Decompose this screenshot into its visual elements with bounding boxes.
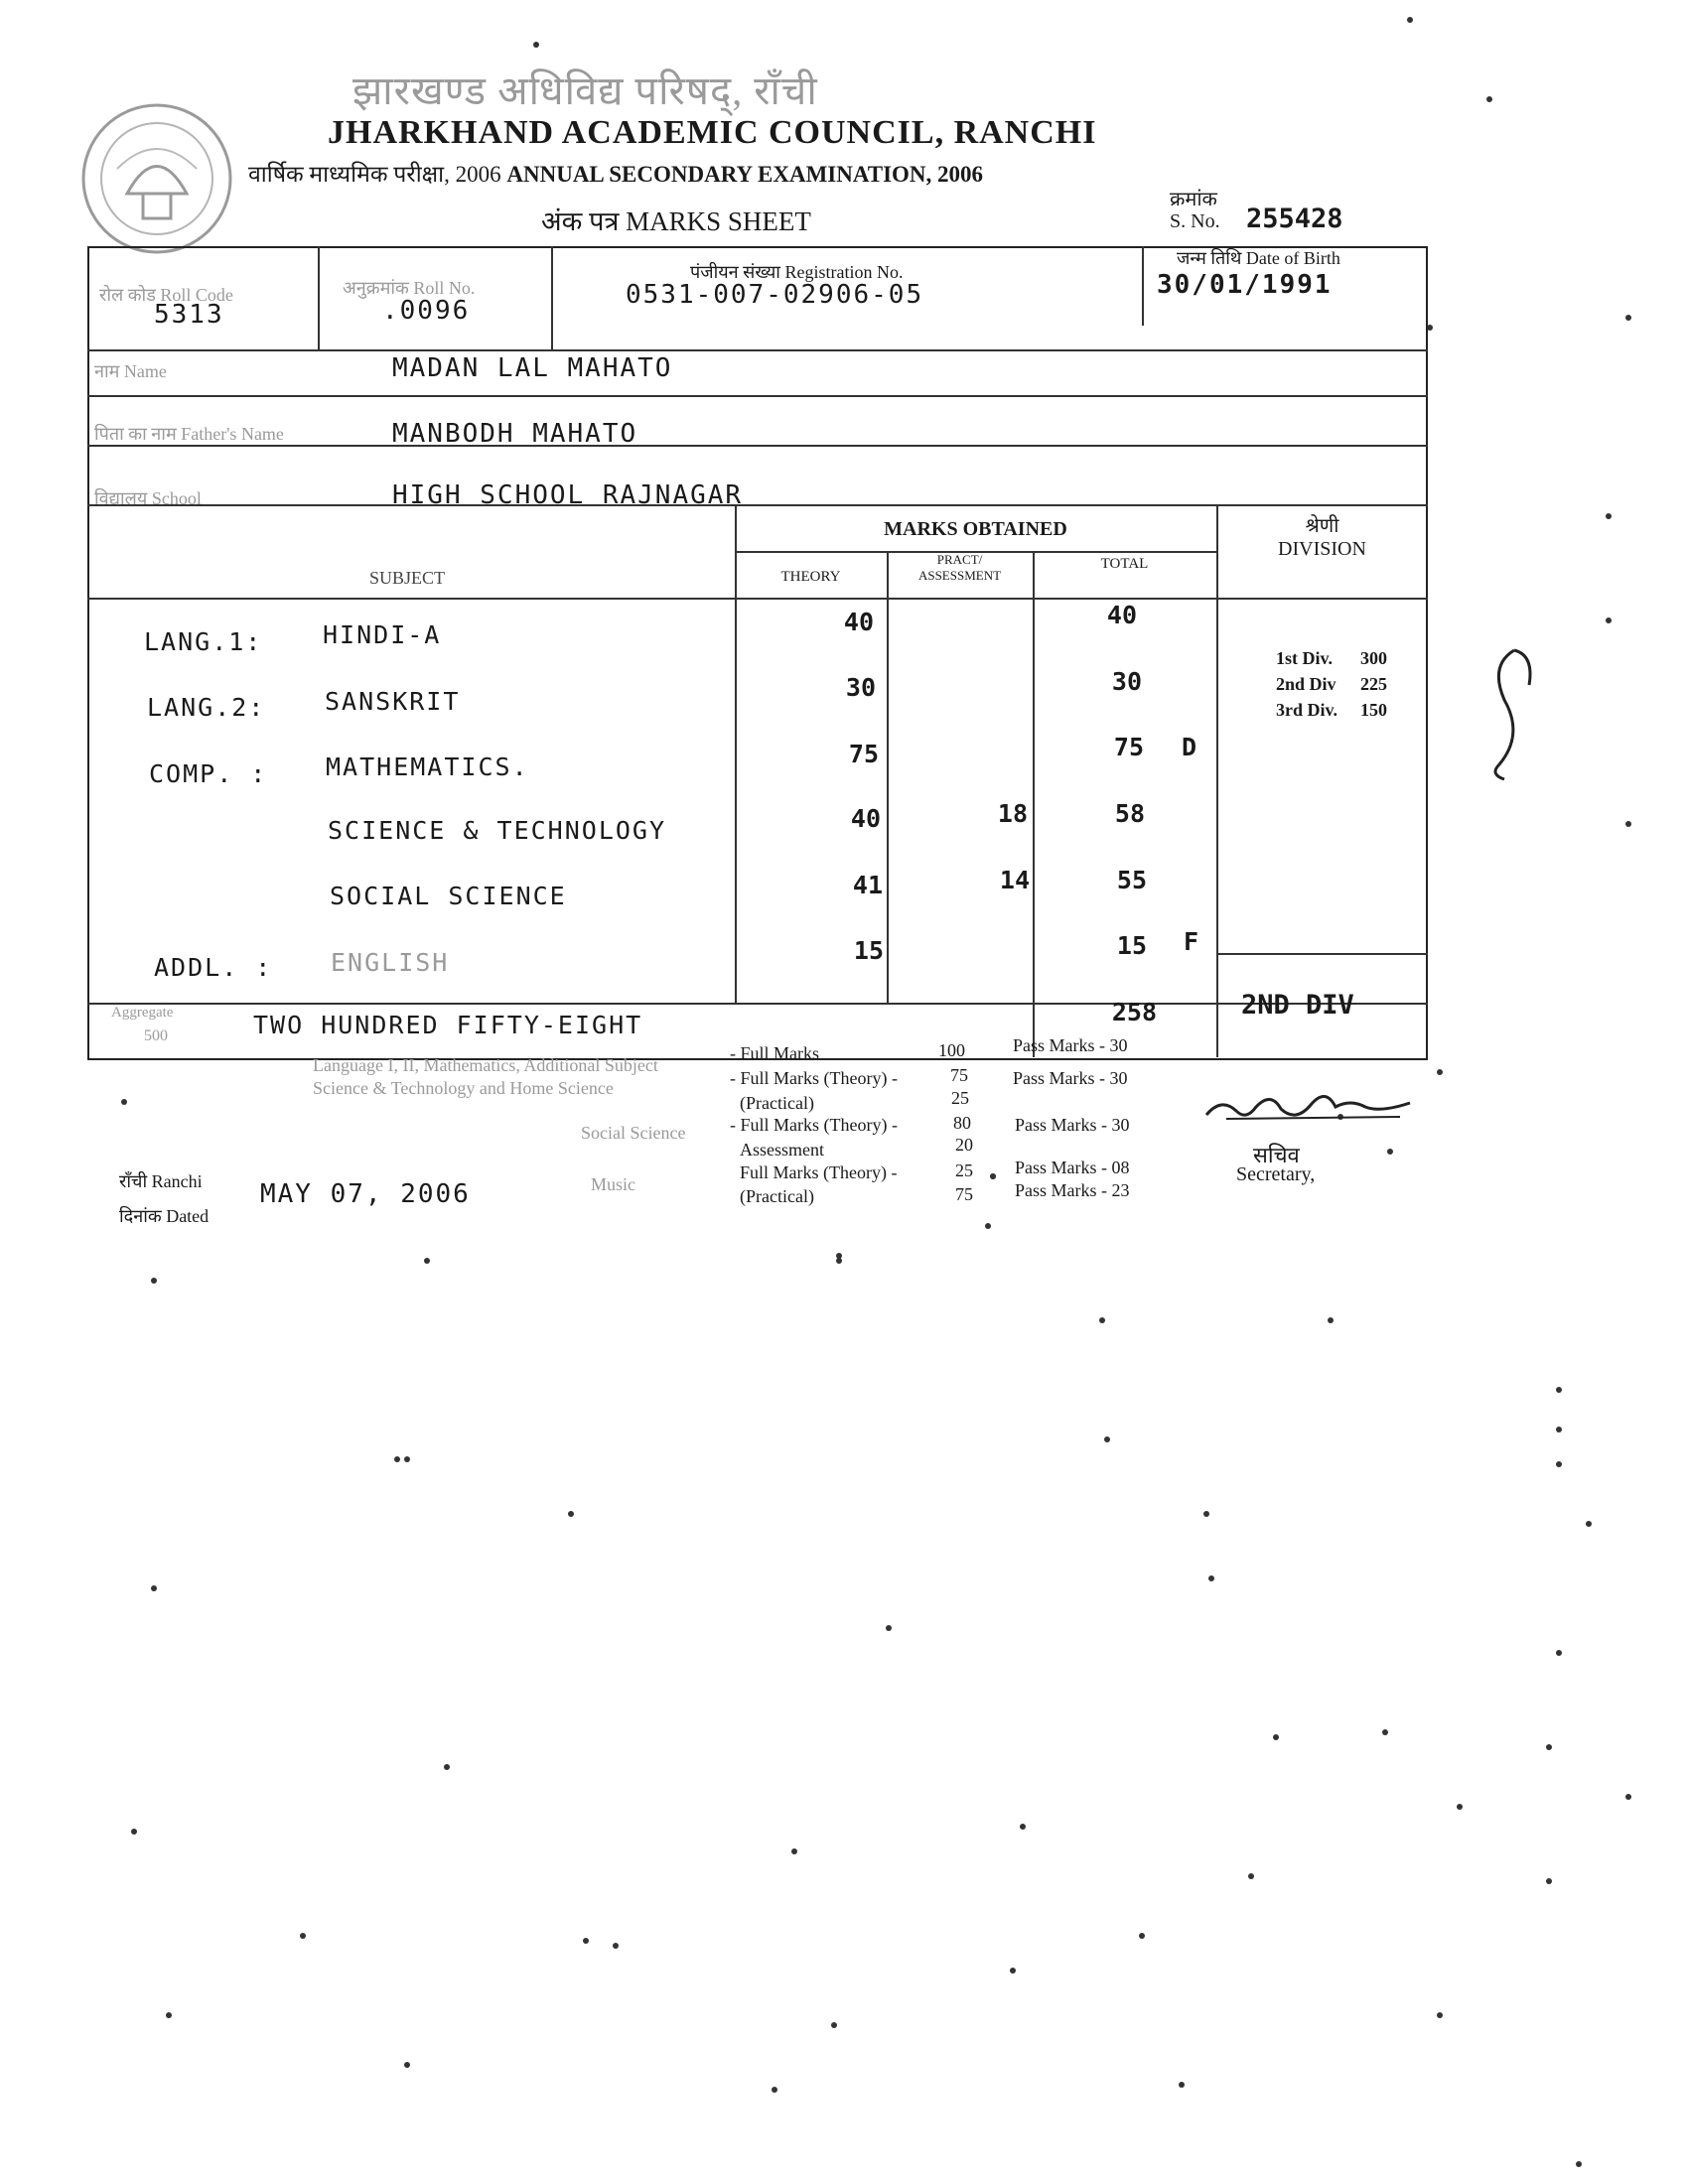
note-line5-mid: Assessment [740, 1140, 824, 1160]
vline-total [1033, 551, 1035, 1057]
roll-no-label: अनुक्रमांक Roll No. [343, 278, 476, 298]
divider-father [87, 445, 1428, 447]
roll-no-value: .0096 [382, 296, 471, 326]
note-line1-mid: - Full Marks [730, 1043, 819, 1063]
row-group-label: LANG.1: [144, 627, 263, 656]
result-division: 2ND DIV [1241, 990, 1354, 1021]
serial-number-label-english: S. No. [1170, 210, 1220, 232]
vline-rollcode [318, 246, 320, 349]
note-line6-mid: Full Marks (Theory) - [740, 1162, 898, 1182]
school-label: विद्यालय School [94, 488, 202, 508]
marks-sheet-frame [87, 246, 1428, 1060]
row-theory: 15 [853, 936, 884, 965]
staple-mark [1484, 645, 1544, 784]
subject-header: SUBJECT [368, 568, 446, 588]
pract-header-line1: PRACT/ [936, 552, 983, 567]
council-emblem-seal [77, 99, 236, 258]
roll-code-label: रोल कोड Roll Code [99, 285, 233, 305]
division-header [1216, 511, 1428, 561]
dob-label: जन्म तिथि Date of Birth [1177, 248, 1340, 268]
divider-name [87, 395, 1428, 397]
vline-dob [1142, 246, 1144, 326]
roll-code-value: 5313 [154, 300, 224, 330]
registration-label: पंजीयन संख्या Registration No. [690, 262, 904, 282]
row-subject: SOCIAL SCIENCE [330, 882, 567, 910]
note-line7-value: 75 [955, 1184, 973, 1204]
vline-division [1216, 504, 1218, 1057]
row-theory: 40 [843, 608, 874, 636]
aggregate-in-words: TWO HUNDRED FIFTY-EIGHT [253, 1011, 643, 1039]
note-line7-pass: Pass Marks - 23 [1015, 1180, 1130, 1200]
marks-obtained-header: MARKS OBTAINED [884, 518, 1067, 540]
divider-ids [87, 349, 1428, 351]
note-line4-left: Social Science [581, 1123, 686, 1143]
row-total: 15 [1116, 931, 1147, 960]
row-subject: SCIENCE & TECHNOLOGY [328, 816, 667, 845]
marks-sheet-title-english: MARKS SHEET [626, 206, 811, 236]
row-total: 40 [1106, 601, 1137, 629]
divider-school [87, 504, 1428, 506]
row-theory: 40 [850, 804, 881, 833]
student-name: MADAN LAL MAHATO [392, 353, 673, 383]
exam-title-hindi: वार्षिक माध्यमिक परीक्षा, 2006 [248, 162, 501, 187]
note-line6-pass: Pass Marks - 08 [1015, 1158, 1130, 1177]
total-header: TOTAL [1100, 556, 1149, 572]
division-header-english: DIVISION [1278, 538, 1366, 560]
marks-sheet-title-hindi: अंक पत्र [541, 206, 620, 236]
division-scale-item: 3rd Div. 150 [1276, 700, 1387, 720]
note-line2-mid: - Full Marks (Theory) - [730, 1068, 898, 1088]
father-name-label: पिता का नाम Father's Name [94, 424, 284, 444]
divider-table-header [87, 598, 1428, 600]
row-group-label: COMP. : [149, 759, 268, 788]
note-line2-left: Science & Technology and Home Science [313, 1078, 614, 1098]
note-line1-pass: Pass Marks - 30 [1013, 1035, 1128, 1055]
row-subject: SANSKRIT [325, 687, 461, 716]
note-line1-value: 100 [938, 1040, 965, 1060]
place-label: राँची Ranchi [119, 1171, 203, 1191]
note-line6-left: Music [591, 1174, 635, 1194]
note-line3-value: 25 [951, 1088, 969, 1108]
row-pract: 14 [999, 866, 1030, 894]
aggregate-label: Aggregate [111, 1005, 174, 1021]
name-label: नाम Name [94, 361, 167, 381]
note-line1-left: Language I, II, Mathematics, Additional Subject [313, 1055, 658, 1075]
note-line6-value: 25 [955, 1160, 973, 1180]
father-name: MANBODH MAHATO [392, 419, 638, 449]
row-grade: D [1182, 733, 1197, 761]
aggregate-total: 258 [1111, 998, 1157, 1026]
pract-header-line2: ASSESSMENT [917, 568, 1002, 583]
row-total: 55 [1116, 866, 1147, 894]
note-line2-value: 75 [950, 1065, 968, 1085]
secretary-signature [1201, 1077, 1415, 1137]
note-line4-pass: Pass Marks - 30 [1015, 1115, 1130, 1135]
marks-sheet-title [541, 202, 811, 238]
secretary-label-hindi: सचिव [1253, 1143, 1300, 1167]
note-line2-pass: Pass Marks - 30 [1013, 1068, 1128, 1088]
row-theory: 75 [848, 740, 879, 768]
theory-header: THEORY [780, 569, 841, 585]
vline-pract [887, 551, 889, 1003]
divider-aggregate [87, 1003, 1428, 1005]
row-theory: 30 [845, 673, 876, 702]
division-scale-item: 2nd Div 225 [1276, 674, 1387, 694]
note-line4-mid: - Full Marks (Theory) - [730, 1115, 898, 1135]
row-grade: F [1184, 927, 1199, 956]
serial-number-label [1170, 189, 1220, 232]
row-subject: MATHEMATICS. [326, 752, 529, 781]
division-header-hindi: श्रेणी [1305, 515, 1339, 537]
row-total: 75 [1113, 733, 1144, 761]
row-theory: 41 [852, 871, 883, 899]
pract-header [887, 552, 1033, 584]
issue-date: MAY 07, 2006 [260, 1179, 471, 1209]
division-scale [1276, 645, 1387, 723]
serial-number-value: 255428 [1246, 204, 1343, 234]
dated-label: दिनांक Dated [119, 1206, 210, 1226]
note-line3-mid: (Practical) [740, 1093, 814, 1113]
row-total: 30 [1111, 667, 1142, 696]
row-total: 58 [1114, 799, 1145, 828]
school-name: HIGH SCHOOL RAJNAGAR [392, 480, 744, 510]
aggregate-max: 500 [144, 1027, 168, 1044]
note-line7-mid: (Practical) [740, 1186, 814, 1206]
note-line5-value: 20 [955, 1135, 973, 1155]
row-group-label: LANG.2: [147, 693, 266, 722]
note-line4-value: 80 [953, 1113, 971, 1133]
dob-value: 30/01/1991 [1157, 270, 1333, 300]
row-subject: HINDI-A [323, 620, 442, 649]
row-subject: ENGLISH [331, 948, 450, 977]
secretary-label: Secretary, [1236, 1163, 1316, 1185]
row-group-label: ADDL. : [154, 953, 273, 982]
vline-rollno [551, 246, 553, 349]
divider-division-result [1216, 953, 1428, 955]
council-title-hindi: झारखण्ड अधिविद्य परिषद्, राँची [352, 68, 818, 113]
division-scale-item: 1st Div. 300 [1276, 648, 1387, 668]
registration-value: 0531-007-02906-05 [626, 280, 924, 310]
exam-title-english: ANNUAL SECONDARY EXAMINATION, 2006 [506, 162, 984, 187]
serial-number-label-hindi: क्रमांक [1170, 189, 1217, 210]
exam-title [248, 157, 983, 189]
row-pract: 18 [997, 799, 1028, 828]
council-title-english: JHARKHAND ACADEMIC COUNCIL, RANCHI [328, 114, 1097, 151]
